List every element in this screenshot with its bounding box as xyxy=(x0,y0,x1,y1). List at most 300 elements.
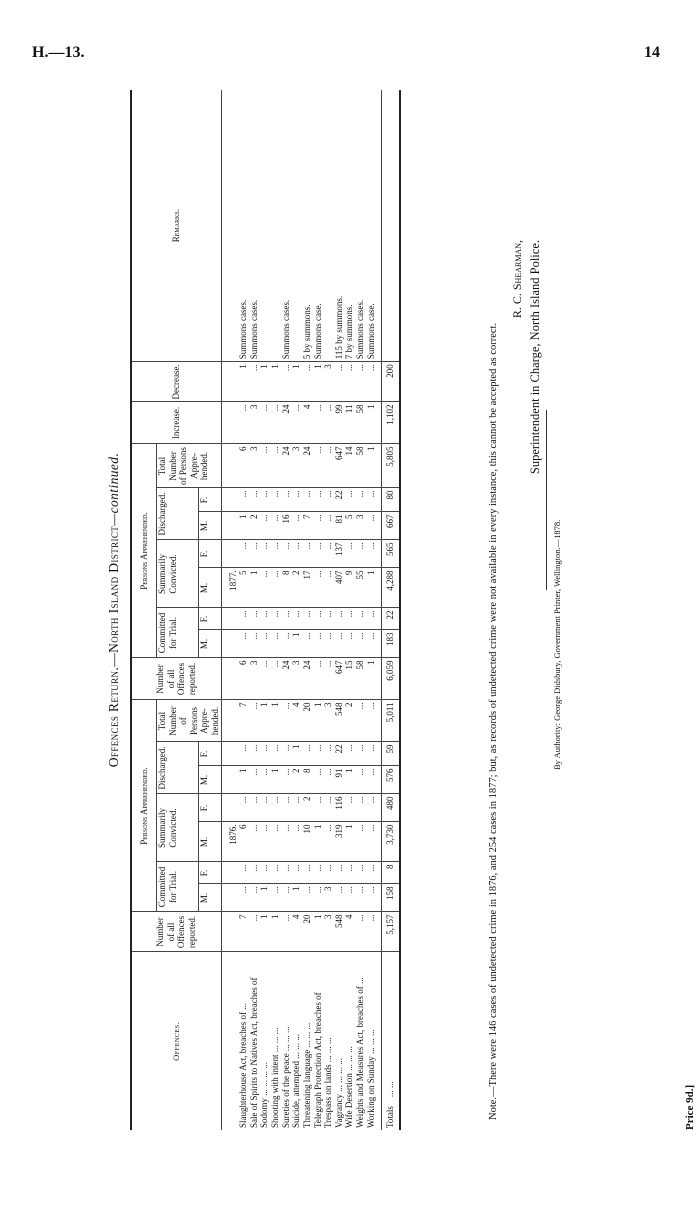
table-cell: ... xyxy=(323,658,334,700)
totals-label xyxy=(382,952,400,1130)
page-number: 14 xyxy=(644,44,660,61)
table-cell: 9 xyxy=(344,568,355,608)
table-cell: 3 xyxy=(249,402,260,444)
table-cell: ... xyxy=(313,488,324,512)
table-cell: 1 xyxy=(291,630,302,658)
table-cell: ... xyxy=(249,822,260,862)
remark: Summons case. xyxy=(313,90,324,362)
table-cell: ... xyxy=(259,608,270,630)
offence-label: Sodomy xyxy=(259,1097,270,1128)
table-cell: 3 xyxy=(323,700,334,742)
table-cell: 3 xyxy=(291,444,302,488)
table-cell: ... xyxy=(281,700,292,742)
table-cell: ... xyxy=(323,608,334,630)
total-cell: 5,157 xyxy=(382,912,400,952)
offence-name xyxy=(259,952,270,1130)
table-cell: ... xyxy=(355,862,366,884)
table-cell: ... xyxy=(249,700,260,742)
table-cell: ... xyxy=(302,862,313,884)
table-cell: ... xyxy=(249,884,260,912)
table-cell: ... xyxy=(344,742,355,766)
table-cell: 1 xyxy=(291,884,302,912)
table-cell: ... xyxy=(355,884,366,912)
cell xyxy=(221,512,238,540)
summarily-1877-header: Summarily Convicted. xyxy=(157,540,199,608)
signature-title: Superintendent in Charge, North Island Police. xyxy=(528,240,542,475)
table-cell: 7 xyxy=(238,700,249,742)
table-cell: 3 xyxy=(249,658,260,700)
leader-dots: ... ... ... xyxy=(301,1022,312,1048)
divider-line xyxy=(546,410,547,590)
cell xyxy=(221,742,238,766)
offence-name xyxy=(323,952,334,1130)
table-cell: ... xyxy=(355,540,366,568)
table-cell: ... xyxy=(344,362,355,402)
table-cell: 1 xyxy=(249,568,260,608)
table-cell: 2 xyxy=(249,512,260,540)
table-cell: 1 xyxy=(238,362,249,402)
table-cell: ... xyxy=(249,912,260,952)
total-cell: 158 xyxy=(382,884,400,912)
table-cell: ... xyxy=(291,540,302,568)
table-row xyxy=(323,90,334,1130)
table-cell: 3 xyxy=(249,444,260,488)
cell xyxy=(221,658,238,700)
table-cell: ... xyxy=(313,884,324,912)
table-cell: 17 xyxy=(302,568,313,608)
table-cell: 24 xyxy=(302,444,313,488)
note: Note.—There were 146 cases of undetected crime in 1876, and 254 cases in 1877; but, as records of undetected crime were not available in every instance, this cannot be accepted as correct. xyxy=(488,322,499,1120)
table-cell: 3 xyxy=(355,512,366,540)
table-cell: ... xyxy=(270,540,281,568)
m-header: M. xyxy=(199,568,221,608)
table-cell: 58 xyxy=(355,444,366,488)
table-cell: ... xyxy=(323,742,334,766)
table-cell: 1 xyxy=(313,700,324,742)
f-header: F. xyxy=(199,540,221,568)
table-cell: ... xyxy=(238,488,249,512)
table-cell: ... xyxy=(270,488,281,512)
table-cell: ... xyxy=(366,512,382,540)
cell xyxy=(221,630,238,658)
persons-apprehended-1877-header: Persons Apprehended. xyxy=(131,444,157,658)
table-cell: ... xyxy=(323,766,334,794)
table-cell: 1 xyxy=(366,444,382,488)
table-cell: ... xyxy=(249,362,260,402)
table-cell: ... xyxy=(270,658,281,700)
table-cell: ... xyxy=(281,488,292,512)
offence-label: Telegraph Protection Act, breaches of xyxy=(312,992,323,1128)
table-cell: 24 xyxy=(281,402,292,444)
cell xyxy=(221,862,238,884)
table-cell: ... xyxy=(355,822,366,862)
total-cell: 22 xyxy=(382,608,400,630)
table-cell: ... xyxy=(238,884,249,912)
table-cell: ... xyxy=(249,862,260,884)
table-cell: ... xyxy=(366,884,382,912)
table-cell: ... xyxy=(344,540,355,568)
offence-label: Sureties of the peace xyxy=(280,1053,291,1128)
table-cell: ... xyxy=(291,608,302,630)
table-cell: ... xyxy=(313,766,324,794)
cell xyxy=(221,540,238,568)
table-cell: ... xyxy=(334,884,345,912)
table-cell: ... xyxy=(259,862,270,884)
offence-label: Wife Desertion xyxy=(344,1073,355,1128)
table-cell: ... xyxy=(259,822,270,862)
table-cell: ... xyxy=(302,884,313,912)
table-cell: ... xyxy=(281,630,292,658)
table-cell: ... xyxy=(281,742,292,766)
table-cell: ... xyxy=(259,540,270,568)
offence-name xyxy=(313,952,324,1130)
totals-row xyxy=(382,90,400,1130)
table-cell: ... xyxy=(366,630,382,658)
offence-label: Working on Sunday xyxy=(365,1056,376,1128)
table-cell: 11 xyxy=(344,402,355,444)
table-cell: 16 xyxy=(281,512,292,540)
table-cell: 5 xyxy=(344,512,355,540)
table-cell: ... xyxy=(323,512,334,540)
table-cell: 8 xyxy=(281,568,292,608)
table-cell: ... xyxy=(259,742,270,766)
leader-dots: ... ... ... xyxy=(270,1027,281,1053)
table-cell: ... xyxy=(270,884,281,912)
committed-1877-header: Committed for Trial. xyxy=(157,608,199,658)
page-code: H.—13. xyxy=(32,44,85,61)
table-cell: ... xyxy=(249,794,260,822)
offence-label: Sale of Spirits to Natives Act, breaches of xyxy=(248,977,259,1128)
offence-label: Shooting with intent xyxy=(270,1054,281,1128)
table-cell: ... xyxy=(302,630,313,658)
table-cell: ... xyxy=(238,742,249,766)
table-cell: ... xyxy=(334,362,345,402)
table-cell: 4 xyxy=(344,912,355,952)
offence-label: Suicide, attempted xyxy=(291,1061,302,1128)
table-row xyxy=(302,90,313,1130)
table-cell: 1 xyxy=(366,568,382,608)
table-cell: ... xyxy=(344,862,355,884)
table-cell: 3 xyxy=(323,884,334,912)
leader-dots: ... ... ... xyxy=(365,1029,376,1054)
summarily-1876-header: Summarily Convicted. xyxy=(157,794,199,862)
table-cell: ... xyxy=(249,630,260,658)
table-cell: ... xyxy=(366,822,382,862)
table-cell: ... xyxy=(281,362,292,402)
table-cell: 20 xyxy=(302,912,313,952)
m-header: M. xyxy=(199,884,221,912)
table-cell: ... xyxy=(259,512,270,540)
f-header: F. xyxy=(199,794,221,822)
table-cell: 1 xyxy=(313,362,324,402)
table-cell: ... xyxy=(344,630,355,658)
table-cell: 1 xyxy=(259,362,270,402)
table-cell: ... xyxy=(238,608,249,630)
total-cell: 5,011 xyxy=(382,700,400,742)
remark: 5 by summons. xyxy=(302,90,313,362)
table-cell: 2 xyxy=(302,794,313,822)
table-cell: 1 xyxy=(238,766,249,794)
table-cell: ... xyxy=(270,794,281,822)
printer-authority: By Authority: George Didsbury, Government Printer, Wellington.—1878. xyxy=(552,519,562,770)
table-cell: ... xyxy=(355,742,366,766)
table-cell: ... xyxy=(291,822,302,862)
leader-dots: ... ... xyxy=(385,1081,396,1098)
total-cell: 80 xyxy=(382,488,400,512)
cell xyxy=(221,402,238,444)
table-cell: 24 xyxy=(302,658,313,700)
table-cell: 2 xyxy=(344,700,355,742)
offences-header: Offences. xyxy=(131,952,221,1130)
title-suffix: —continued. xyxy=(106,452,121,526)
table-cell: 3 xyxy=(323,362,334,402)
table-cell: ... xyxy=(366,608,382,630)
table-cell: ... xyxy=(270,630,281,658)
table-cell: ... xyxy=(281,884,292,912)
table-cell: ... xyxy=(313,444,324,488)
table-cell: ... xyxy=(366,742,382,766)
table-row xyxy=(291,90,302,1130)
table-cell: ... xyxy=(323,540,334,568)
table-cell: ... xyxy=(313,512,324,540)
remark xyxy=(291,90,302,362)
table-cell: ... xyxy=(249,488,260,512)
table-cell: 58 xyxy=(355,658,366,700)
table-cell: ... xyxy=(302,540,313,568)
table-cell: 6 xyxy=(238,444,249,488)
table-cell: 1 xyxy=(313,912,324,952)
table-cell: ... xyxy=(334,630,345,658)
remark-cell xyxy=(382,90,400,362)
table-cell: 8 xyxy=(302,766,313,794)
table-cell: 1 xyxy=(270,362,281,402)
page-title xyxy=(106,90,122,1130)
table-cell: 647 xyxy=(334,658,345,700)
table-row xyxy=(366,90,382,1130)
year-marker-row xyxy=(221,90,238,1130)
table-cell: ... xyxy=(249,540,260,568)
table-cell: ... xyxy=(291,512,302,540)
offence-label: Vagrancy xyxy=(333,1094,344,1128)
table-cell: ... xyxy=(366,700,382,742)
table-cell: ... xyxy=(323,822,334,862)
table-row xyxy=(344,90,355,1130)
table-cell: ... xyxy=(281,766,292,794)
reported-1876-header: Number of all Offences reported. xyxy=(131,912,221,952)
f-header: F. xyxy=(199,862,221,884)
table-cell: 647 xyxy=(334,444,345,488)
table-row xyxy=(355,90,366,1130)
remark: Summons cases. xyxy=(238,90,249,362)
remark: Summons cases. xyxy=(249,90,260,362)
table-cell: 1 xyxy=(270,912,281,952)
table-cell: ... xyxy=(313,658,324,700)
remark xyxy=(259,90,270,362)
remark-cell xyxy=(221,90,238,362)
offence-label: Threatening language xyxy=(301,1049,312,1128)
table-cell: ... xyxy=(270,444,281,488)
offence-name xyxy=(366,952,382,1130)
table-cell: ... xyxy=(270,742,281,766)
table-cell: ... xyxy=(313,862,324,884)
table-cell: ... xyxy=(291,402,302,444)
table-row xyxy=(334,90,345,1130)
table-cell: 3 xyxy=(323,912,334,952)
leader-dots: ... xyxy=(354,977,365,985)
table-cell: 137 xyxy=(334,540,345,568)
table-cell: ... xyxy=(366,912,382,952)
remark: Summons case. xyxy=(366,90,382,362)
total-cell: 3,730 xyxy=(382,822,400,862)
table-row xyxy=(238,90,249,1130)
table-cell: ... xyxy=(302,488,313,512)
persons-apprehended-1876-header: Persons Apprehended. xyxy=(131,700,157,912)
table-cell: 24 xyxy=(281,658,292,700)
table-cell: ... xyxy=(259,630,270,658)
table-cell: ... xyxy=(259,766,270,794)
cell xyxy=(221,362,238,402)
offence-cell xyxy=(221,952,238,1130)
table-row xyxy=(249,90,260,1130)
table-cell: ... xyxy=(281,862,292,884)
offence-label: Slaughterhouse Act, breaches of xyxy=(238,1012,249,1128)
discharged-1877-header: Discharged. xyxy=(157,488,199,540)
table-cell: 548 xyxy=(334,912,345,952)
year-marker-1876: 1876. xyxy=(221,822,238,862)
decrease-header: Decrease. xyxy=(131,362,221,402)
leader-dots: ... ... ... ... xyxy=(259,1061,270,1096)
offence-name xyxy=(238,952,249,1130)
table-cell: ... xyxy=(270,608,281,630)
table-cell: 7 xyxy=(302,512,313,540)
f-header: F. xyxy=(199,742,221,766)
table-cell: ... xyxy=(313,568,324,608)
table-cell: ... xyxy=(323,444,334,488)
table-cell: 1 xyxy=(259,884,270,912)
total-cell: 576 xyxy=(382,766,400,794)
table-cell: 14 xyxy=(344,444,355,488)
table-cell: 1 xyxy=(291,742,302,766)
remark: 7 by summons. xyxy=(344,90,355,362)
table-cell: ... xyxy=(355,912,366,952)
table-cell: 91 xyxy=(334,766,345,794)
table-cell: ... xyxy=(355,700,366,742)
table-cell: ... xyxy=(249,608,260,630)
table-cell: 1 xyxy=(366,658,382,700)
table-cell: 1 xyxy=(344,822,355,862)
table-cell: ... xyxy=(302,742,313,766)
leader-dots: ... ... ... xyxy=(323,1037,334,1063)
cell xyxy=(221,444,238,488)
table-cell: ... xyxy=(281,822,292,862)
offence-name xyxy=(249,952,260,1130)
table-cell: 2 xyxy=(291,568,302,608)
increase-header: Increase. xyxy=(131,402,221,444)
offence-name xyxy=(291,952,302,1130)
table-cell: ... xyxy=(270,862,281,884)
table-cell: 4 xyxy=(291,912,302,952)
table-cell: ... xyxy=(323,402,334,444)
total-cell: 5,805 xyxy=(382,444,400,488)
table-cell: ... xyxy=(323,862,334,884)
table-cell: ... xyxy=(355,362,366,402)
total-cell: 1,102 xyxy=(382,402,400,444)
table-cell: ... xyxy=(313,608,324,630)
table-cell: 4 xyxy=(302,402,313,444)
total-cell: 565 xyxy=(382,540,400,568)
cell xyxy=(221,608,238,630)
m-header: M. xyxy=(199,630,221,658)
table-cell: ... xyxy=(344,608,355,630)
table-cell: 1 xyxy=(259,912,270,952)
table-cell: 1 xyxy=(313,822,324,862)
table-cell: ... xyxy=(270,402,281,444)
table-cell: 1 xyxy=(291,362,302,402)
table-cell: 548 xyxy=(334,700,345,742)
table-row xyxy=(270,90,281,1130)
totals-text: Totals xyxy=(385,1106,396,1128)
total-cell: 200 xyxy=(382,362,400,402)
table-cell: ... xyxy=(238,630,249,658)
cell xyxy=(221,766,238,794)
offences-table xyxy=(130,90,401,1130)
table-cell: ... xyxy=(270,512,281,540)
offence-name xyxy=(302,952,313,1130)
total-cell: 480 xyxy=(382,794,400,822)
table-cell: ... xyxy=(366,488,382,512)
total-cell: 6,059 xyxy=(382,658,400,700)
table-cell: 6 xyxy=(238,822,249,862)
remark xyxy=(270,90,281,362)
reported-1877-header: Number of all Offences reported. xyxy=(131,658,221,700)
table-cell: ... xyxy=(355,488,366,512)
table-cell: ... xyxy=(302,608,313,630)
price: Price 9d.] xyxy=(684,1084,696,1130)
table-cell: ... xyxy=(238,794,249,822)
table-cell: ... xyxy=(323,488,334,512)
table-cell: ... xyxy=(291,488,302,512)
f-header: F. xyxy=(199,488,221,512)
table-cell: 15 xyxy=(344,658,355,700)
table-cell: ... xyxy=(313,540,324,568)
table-cell: 22 xyxy=(334,488,345,512)
table-cell: 3 xyxy=(291,658,302,700)
offence-name xyxy=(355,952,366,1130)
cell xyxy=(221,884,238,912)
table-cell: ... xyxy=(259,568,270,608)
cell xyxy=(221,700,238,742)
table-cell: 4 xyxy=(291,700,302,742)
total-cell: 667 xyxy=(382,512,400,540)
table-cell: ... xyxy=(323,568,334,608)
table-cell: 1 xyxy=(270,766,281,794)
cell xyxy=(221,912,238,952)
table-cell: ... xyxy=(259,794,270,822)
table-cell: ... xyxy=(334,608,345,630)
discharged-1876-header: Discharged. xyxy=(157,742,199,794)
table-cell: 5 xyxy=(238,568,249,608)
table-cell: ... xyxy=(313,794,324,822)
table-row xyxy=(281,90,292,1130)
table-cell: 1 xyxy=(259,700,270,742)
table-cell: 99 xyxy=(334,402,345,444)
remark: 115 by summons. xyxy=(334,90,345,362)
signature-name: R. C. Shearman, xyxy=(510,240,524,319)
cell xyxy=(221,488,238,512)
year-marker-1877: 1877. xyxy=(221,568,238,608)
table-cell: 2 xyxy=(291,766,302,794)
table-cell: ... xyxy=(259,658,270,700)
